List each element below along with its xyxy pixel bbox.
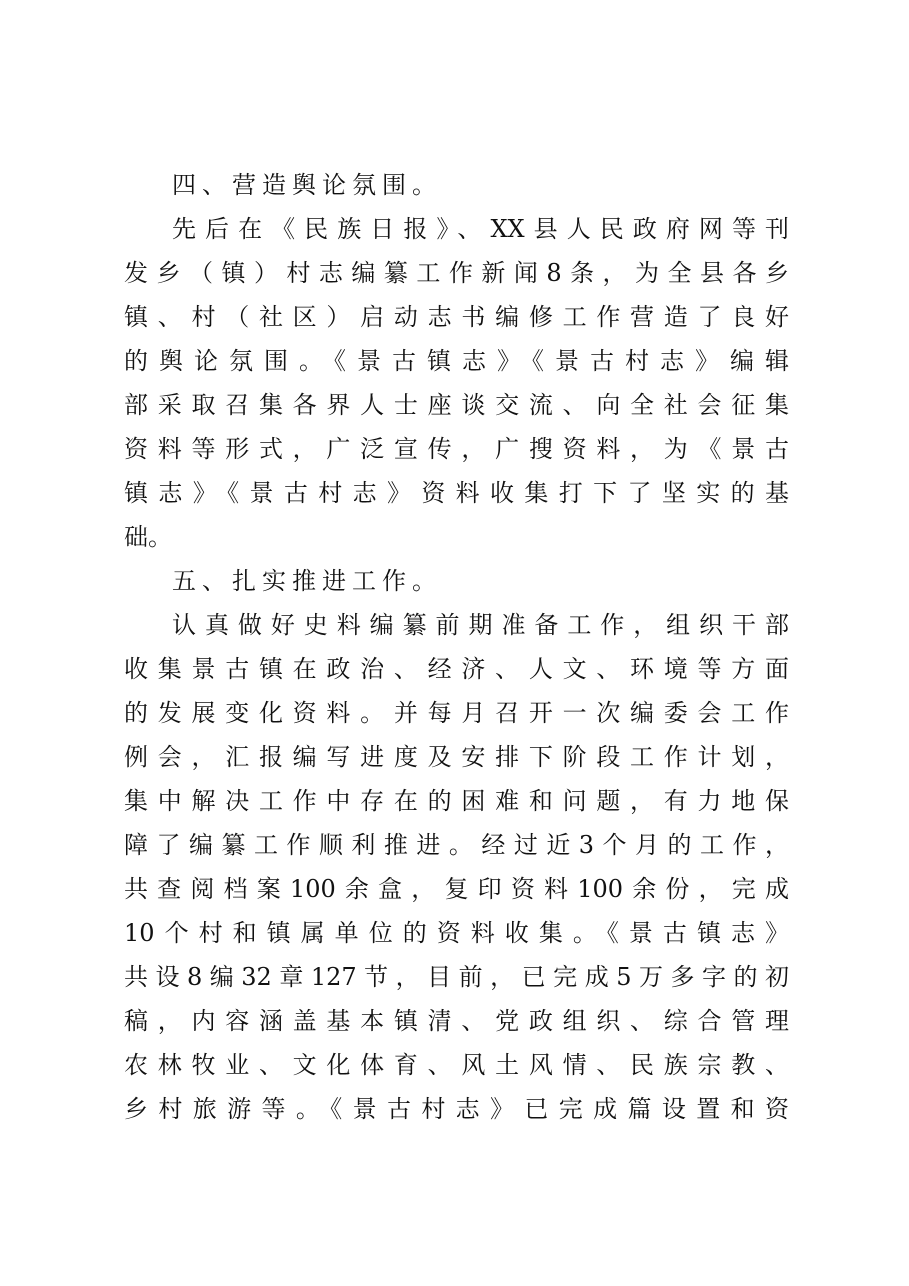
paragraph-line: 共查阅档案100余盒，复印资料100余份，完成	[124, 875, 789, 903]
paragraph-line: 资料等形式，广泛宣传，广搜资料，为《景古	[124, 435, 789, 463]
paragraph-line: 发乡（镇）村志编纂工作新闻8条，为全县各乡	[124, 259, 789, 287]
paragraph-line: 收集景古镇在政治、经济、人文、环境等方面	[124, 655, 789, 683]
paragraph-line: 共设8编32章127节，目前，已完成5万多字的初	[124, 963, 789, 991]
paragraph-line: 镇志》《景古村志》资料收集打下了坚实的基	[124, 479, 789, 507]
paragraph-line: 集中解决工作中存在的困难和问题，有力地保	[124, 787, 789, 815]
paragraph-line: 农林牧业、文化体育、风土风情、民族宗教、	[124, 1051, 789, 1079]
paragraph-line: 的舆论氛围。《景古镇志》《景古村志》编辑	[124, 347, 789, 375]
paragraph-line: 认真做好史料编纂前期准备工作，组织干部	[172, 611, 789, 639]
paragraph-line: 障了编纂工作顺利推进。经过近3个月的工作，	[124, 831, 789, 859]
paragraph-line: 稿，内容涵盖基本镇清、党政组织、综合管理	[124, 1007, 789, 1035]
paragraph-line: 部采取召集各界人士座谈交流、向全社会征集	[124, 391, 789, 419]
paragraph-line: 乡村旅游等。《景古村志》已完成篇设置和资	[124, 1095, 789, 1123]
paragraph-line: 础。	[124, 523, 172, 551]
paragraph-line: 镇、村（社区）启动志书编修工作营造了良好	[124, 303, 789, 331]
paragraph-line: 10个村和镇属单位的资料收集。《景古镇志》	[124, 919, 789, 947]
paragraph-line: 先后在《民族日报》、XX县人民政府网等刊	[172, 215, 789, 243]
section-heading-5: 五、扎实推进工作。	[172, 567, 442, 595]
section-heading-4: 四、营造舆论氛围。	[172, 171, 442, 199]
paragraph-line: 的发展变化资料。并每月召开一次编委会工作	[124, 699, 789, 727]
paragraph-line: 例会，汇报编写进度及安排下阶段工作计划，	[124, 743, 789, 771]
